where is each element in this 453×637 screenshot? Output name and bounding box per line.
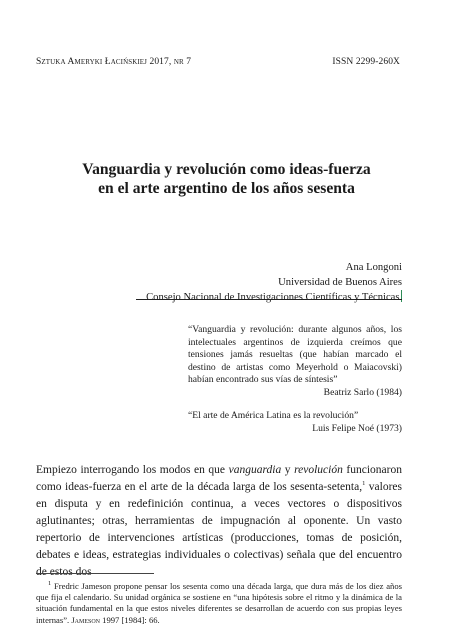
body-paragraph xyxy=(36,462,402,581)
epigraph-2 xyxy=(188,410,402,435)
running-header xyxy=(36,57,400,67)
body-emphasis-vanguardia: vanguardia xyxy=(228,464,282,476)
epigraph-1-attribution: Beatriz Sarlo (1984) xyxy=(323,386,402,398)
journal-name: Sztuka Ameryki Łacińskiej 2017, nr 7 xyxy=(36,57,192,67)
body-emphasis-revolucion: revolución xyxy=(294,464,343,476)
footnote-number: 1 xyxy=(48,580,52,588)
title-line-2: en el arte argentino de los años sesenta xyxy=(98,180,355,197)
body-text-span: y xyxy=(281,464,295,476)
issn: ISSN 2299-260X xyxy=(332,57,400,67)
article-title xyxy=(40,160,413,198)
epigraph-1-quote: “Vanguardia y revolución: durante algunos años, los intelectuales argentinos de izquierda creímos que tensiones jamás resueltas (que habían marcado el destino de artistas como Meyerhold o Maiacovski) habían encontrado sus vías de síntesis” xyxy=(188,324,402,386)
epigraph-2-quote: “El arte de América Latina es la revolución” xyxy=(188,410,359,421)
title-line-1: Vanguardia y revolución como ideas-fuerza xyxy=(82,161,371,178)
epigraph-1 xyxy=(188,324,402,400)
footnote-rule xyxy=(36,573,154,574)
separator-rule xyxy=(136,299,402,300)
footnote-marker[interactable]: 1 xyxy=(362,480,366,488)
body-text-span: Empiezo interrogando los modos en que xyxy=(36,464,229,476)
body-text xyxy=(36,462,402,581)
footnote-1 xyxy=(36,581,402,626)
author-affiliation-2-line xyxy=(146,290,402,305)
author-affiliation-1: Universidad de Buenos Aires xyxy=(278,277,402,288)
footnote-citation-author: Jameson xyxy=(71,614,101,625)
author-name: Ana Longoni xyxy=(345,262,402,273)
footnote-text: Fredric Jameson propone pensar los sesenta como una década larga, que dura más de los diez años que fija el calendario. Su unidad orgánica se sostiene en “una hipótesis sobre el ritmo y la dinámica de la situación fundamental en la que estos niveles diferentes se desarrollan de acuerdo con sus propias leyes internas”. xyxy=(36,581,402,625)
epigraph-2-attribution: Luis Felipe Noé (1973) xyxy=(312,422,402,434)
body-text-span: funcionaron como ideas-fuerza en el arte de la década larga de los sesenta-setenta, xyxy=(36,464,402,493)
author-affiliation-2: Consejo Nacional de Investigaciones Científicas y Técnicas xyxy=(146,292,400,303)
body-text-span: valores en disputa y en redefinición continua, a veces vectores o dispositivos aglutinantes; otras, herramientas de impugnación al oponente. Un vasto repertorio de intervenciones artísticas (producciones, tomas de posición, debates e ideas, estrategias individuales o colectivas) señala que del encuentro de estos dos xyxy=(36,481,402,578)
footnote xyxy=(36,581,402,626)
text-cursor xyxy=(401,290,403,302)
footnote-citation-rest: 1997 [1984]: 66. xyxy=(100,614,160,625)
